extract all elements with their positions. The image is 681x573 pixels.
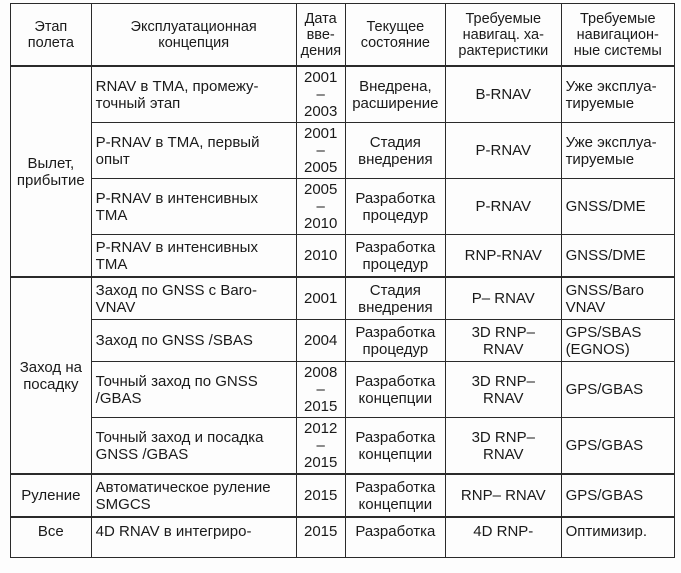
cell-required-systems: GPS/SBAS (EGNOS)	[561, 320, 674, 362]
cell-state: Разработка концепции	[345, 418, 445, 475]
cell-required-characteristics: RNP-RNAV	[446, 235, 562, 278]
cell-required-systems: Уже эксплуа-тируемые	[561, 66, 674, 123]
cell-concept: Точный заход и посадка GNSS /GBAS	[91, 418, 296, 475]
cell-required-systems: GPS/GBAS	[561, 418, 674, 475]
cell-required-characteristics: 3D RNP– RNAV	[446, 362, 562, 418]
cell-required-characteristics: P– RNAV	[446, 277, 562, 320]
cell-state: Стадия внедрения	[345, 277, 445, 320]
cell-state: Разработка концепции	[345, 474, 445, 517]
cell-required-characteristics: B-RNAV	[446, 66, 562, 123]
cell-date: 2012 – 2015	[296, 418, 345, 475]
cell-required-characteristics: 3D RNP– RNAV	[446, 320, 562, 362]
cell-state: Разработка	[345, 517, 445, 558]
header-phase: Этап полета	[11, 4, 92, 67]
cell-required-systems: Оптимизир.	[561, 517, 674, 558]
cell-required-systems: GNSS/Baro VNAV	[561, 277, 674, 320]
table-row	[11, 418, 675, 475]
header-state: Текущее состояние	[345, 4, 445, 67]
cell-date: 2001 – 2003	[296, 66, 345, 123]
cell-state: Внедрена, расширение	[345, 66, 445, 123]
cell-date: 2005 – 2010	[296, 179, 345, 235]
cell-date: 2015	[296, 474, 345, 517]
table-row	[11, 277, 675, 320]
cell-required-characteristics: 4D RNP-	[446, 517, 562, 558]
cell-date: 2001	[296, 277, 345, 320]
cell-state: Разработка процедур	[345, 320, 445, 362]
cell-state: Разработка концепции	[345, 362, 445, 418]
phase-taxi: Руление	[11, 474, 92, 517]
table-row	[11, 320, 675, 362]
cell-concept: 4D RNAV в интегриро-	[91, 517, 296, 558]
cell-concept: Заход по GNSS с Baro-VNAV	[91, 277, 296, 320]
cell-date: 2001 – 2005	[296, 123, 345, 179]
cell-required-systems: GNSS/DME	[561, 179, 674, 235]
cell-concept: Заход по GNSS /SBAS	[91, 320, 296, 362]
cell-date: 2004	[296, 320, 345, 362]
cell-date: 2010	[296, 235, 345, 278]
cell-state: Разработка процедур	[345, 235, 445, 278]
table-row	[11, 517, 675, 558]
phase-departure-arrival: Вылет, прибытие	[11, 66, 92, 277]
cell-required-characteristics: 3D RNP– RNAV	[446, 418, 562, 475]
table-row	[11, 362, 675, 418]
cell-state: Разработка процедур	[345, 179, 445, 235]
cell-date: 2015	[296, 517, 345, 558]
navigation-concepts-table	[10, 3, 675, 558]
phase-all: Все	[11, 517, 92, 558]
cell-required-systems: GPS/GBAS	[561, 474, 674, 517]
cell-concept: Точный заход по GNSS /GBAS	[91, 362, 296, 418]
header-required-characteristics: Требуемые навигац. ха-рактеристики	[446, 4, 562, 67]
cell-concept: P-RNAV в интенсивных ТМА	[91, 235, 296, 278]
cell-state: Стадия внедрения	[345, 123, 445, 179]
cell-required-characteristics: RNP– RNAV	[446, 474, 562, 517]
table-row	[11, 66, 675, 123]
header-required-systems: Требуемые навигацион-ные системы	[561, 4, 674, 67]
header-concept: Эксплуатационная концепция	[91, 4, 296, 67]
cell-date: 2008 – 2015	[296, 362, 345, 418]
table-row	[11, 474, 675, 517]
table-row	[11, 235, 675, 278]
cell-concept: P-RNAV в интенсивных ТМА	[91, 179, 296, 235]
cell-concept: RNAV в ТМА, промежу-точный этап	[91, 66, 296, 123]
header-date: Дата вве-дения	[296, 4, 345, 67]
cell-required-systems: Уже эксплуа-тируемые	[561, 123, 674, 179]
cell-required-characteristics: P-RNAV	[446, 179, 562, 235]
cell-required-characteristics: P-RNAV	[446, 123, 562, 179]
cell-required-systems: GNSS/DME	[561, 235, 674, 278]
cell-required-systems: GPS/GBAS	[561, 362, 674, 418]
cell-concept: Автоматическое руление SMGCS	[91, 474, 296, 517]
table-row	[11, 179, 675, 235]
cell-concept: P-RNAV в ТМА, первый опыт	[91, 123, 296, 179]
phase-approach: Заход на посадку	[11, 277, 92, 474]
header-row	[11, 4, 675, 67]
table-row	[11, 123, 675, 179]
